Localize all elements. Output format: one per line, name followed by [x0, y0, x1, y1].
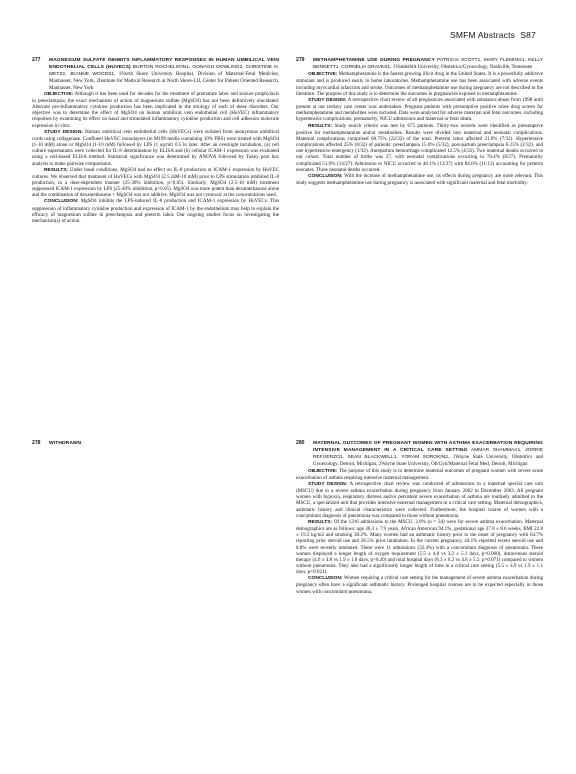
abstract-authors: AMMAR SHAMMAA1, JORRIE REFUERZO1, SEAN BLACKWELL1, YORAM SOROKIN2,: [313, 448, 543, 461]
abstract-279: [296, 57, 543, 186]
design-text: A retrospective chart review of all pregnancies associated with substance abuse from 1998 until present at our tertiary care center was undertaken. Pregnant patients with presumptive positive urine drug screen for methamphetamine and metabolites were included. Data were analyzed for adverse maternal and fetal outcomes, including hypertensive complications, prematurity, NICU admissions and maternal or fetal death.: [296, 96, 543, 123]
abstract-number: 279: [296, 57, 305, 63]
abstract-affiliation: 1Vanderbilt University, Obstetrics/Gynecology, Nashville, Tennessee: [392, 64, 533, 71]
abstract-affiliation: 1North Shore University Hospital, Division of Maternal-Fetal Medicine, Manhasset, New York, 2Institute for Medical Research at North Shore-LIJ, Center for Patient Oriented Research, Manhasset, New York: [49, 71, 280, 91]
conclusion-section: [296, 575, 543, 594]
results-text: Study search criteria was met by 675 patients. Thirty-two records were identified as presumptive positive for methamphetamine and/or metabolites. Results were divided into maternal and neonatal complications. Maternal complications comprised 68.75% (22/32) of the total. Preterm labor affected 21.9% (7/32). Hypertensive complications affected 25% (8/32) of patients: preeclampsia 15.6% (5/32), post-partum preeclampsia 6.25% (2/32), and one hypertensive emergency (1/32). Antepartum hemorrhage complicated 12.5% (4/32). Two maternal deaths occurred in our cohort. Total number of births was 27, with neonatal complications occurring in 70.4% (8/27). Prematurity complicated 51.9% (14/27). Admission to NICU occurred in 48.1% (13/37) with 84.6% (11/13) accounting for preterm neonates. Three neonatal deaths occurred.: [296, 122, 544, 173]
design-label: STUDY DESIGN:: [44, 129, 84, 135]
abstract-title: MAGNESIUM SULFATE INHIBITS INFLAMMATORY RESPONSES IN HUMAN UMBILICAL VEIN ENDOTHELIAL CELLS (HUVECS): [49, 58, 279, 71]
design-label: STUDY DESIGN:: [308, 97, 347, 103]
journal-name: SMFM Abstracts: [449, 30, 516, 40]
abstract-authors: BURTON ROCHELSON1, OONAGH DOWLING2, CHRISTINE N. METZ2, JEANNE WOODS1,: [49, 65, 280, 78]
running-header: [450, 30, 536, 40]
objective-section: [296, 71, 543, 97]
objective-section: [32, 91, 279, 129]
results-section: [296, 519, 543, 575]
objective-text: The purpose of this study is to determine maternal outcomes of pregnant women with severe acute exacerbation of asthma requiring intensive maternal management.: [296, 467, 544, 481]
abstract-277: [32, 57, 279, 224]
design-text: A retrospective chart review was conducted of admissions to a maternal special care unit (MSCU) due to a severe asthma exacerbation during pregnancy from January 2002 to December 2003. All pregnant women with hypoxia, respiratory distress and/or persistent severe exacerbation of asthma are routinely admitted to the MSCU, a specialized unit that provides intensive maternal management in a critical care setting. Maternal demographics, asthmatic history and clinical characteristics were collected. Furthermore, the hospital course of women with a concomitant diagnosis of pneumonia was compared to those without pneumonia.: [296, 480, 543, 519]
design-section: [296, 97, 543, 123]
results-section: [296, 123, 543, 173]
conclusion-label: CONCLUSION:: [308, 173, 343, 179]
abstract-title: MATERNAL OUTCOMES OF PREGNANT WOMEN WITH ASTHMA EXACERBATION REQUIRING INTENSIVE MANAGEMENT IN A CRITICAL CARE SETTING: [313, 441, 543, 454]
objective-text: Methamphetamine is the fastest growing illicit drug in the United States. It is a powerfully addictive stimulant and is produced easily in home laboratories. Methamphetamine use has been associated with adverse events including myocardial infarction and stroke. Outcomes of methamphetamine use during pregnancy are not described in the literature. The purpose of this study is to determine the outcomes in pregnancies exposed to metamphetamine.: [296, 71, 544, 97]
objective-label: OBJECTIVE:: [308, 72, 338, 78]
abstract-authors: PATRICIA SCOTT1, MARY FLEMING1, KELLY BENNETT1, CORNELIA GRAVES1,: [313, 58, 544, 71]
objective-label: OBJECTIVE:: [44, 91, 74, 97]
abstract-number: 277: [32, 57, 41, 63]
objective-section: [296, 468, 543, 481]
abstract-title: WITHDRAWN: [49, 441, 82, 446]
objective-text: Although it has been used for decades for the treatment of premature labor and seizure prophylaxis in preeclampsia, the exact mechanism of action of magnesium sulfate (MgSO4) has not been definitively elucidated. Aberrant pro-inflammatory cytokine production has been implicated in the etiology of each of these disorders. Our objective was to determine the effect of MgSO4 on human umbilical vein endothelial cell (HuVEC) inflammatory responses by examining its effect on basal and stimulated inflammatory cytokine production and cell adhesion molecule expression in vitro.: [32, 90, 280, 129]
results-text: Under basal conditions, MgSO4 had no effect on IL-8 production or ICAM-1 expression by HuVEC cultures. We observed that treatment of HuVECs with MgSO4 (2.5 mM-10 mM) prior to LPS stimulation inhibited IL-8 production, in a dose-dependent manner (25-30% inhibition, p<0.05). Similarly, MgSO4 (2.5-10 mM) treatment suppressed ICAM-1 expression by LPS (25-40% inhibition, p<0.05). MgSO4 was more potent than dexamethasone alone and the combination of dexamethasone + MgSO4 was not additive. MgSO4 was not cytotoxic at the concentrations used.: [32, 166, 280, 199]
abstract-title: METHAMPHETAMINE USE DURING PREGNANCY: [313, 58, 435, 63]
abstract-280: [296, 440, 543, 595]
conclusion-label: CONCLUSION:: [308, 576, 343, 582]
objective-label: OBJECTIVE:: [308, 468, 338, 474]
design-section: [296, 481, 543, 519]
conclusion-text: MgSO4 inhibits the LPS-induced IL-8 production and ICAM-1 expression by HuVECs. This suppression of inflammatory cytokine production and expression of ICAM-1 by the endothelium may help to explain the efficacy of magnesium sulfate in preeclampsia and preterm labor. Our ongoing studies focus on investigating the mechanism(s) of action.: [32, 198, 280, 224]
design-label: STUDY DESIGN:: [308, 481, 348, 487]
conclusion-text: With the increase of methamphetamine use, its effects during pregnancy are more relevant. This study suggests methamphetamine use during pregnancy is associated with significant maternal and fetal morbidity.: [296, 172, 543, 186]
results-label: RESULTS:: [308, 519, 333, 525]
conclusion-section: [296, 173, 543, 186]
abstract-278: [32, 440, 279, 447]
abstract-number: 278: [32, 440, 41, 446]
design-section: [32, 129, 279, 167]
design-text: Human umbilical vein endothelial cells (HuVECs) were isolated from anonymous umbilical cords using collagenase. Confluent HuVEC monolayers (in M199 media containing 10% FBS) were treated with MgSO4 (1-10 mM) alone or MgSO4 (1-10 mM) followed by LPS (1 ug/ml) 0.5 hr later. After an overnight incubation, (a) cell culture supernatants were collected for IL-8 determination by ELISA and (b) cellular ICAM-1 expression was evaluated using a cell-based ELISA method. Statistical significance was determined by ANOVA followed by Tukey post hoc analysis to make pairwise comparisons.: [32, 128, 279, 167]
abstract-affiliation: 1Wayne State University, Obstetrics and Gynecology, Detroit, Michigan, 2Wayne State University, Ob/Gyn/Maternal Fetal Med, Detroit, Michigan: [313, 454, 543, 468]
page-number: S87: [520, 30, 536, 40]
results-label: RESULTS:: [308, 123, 333, 129]
abstract-number: 280: [296, 440, 305, 446]
results-text: Of the 1216 admissions to the MSCU, 2.8% (n = 34) were for severe asthma exacerbation. Maternal demographics are as follows: age 30.3 ± 7.9 years, African American 94.1%, gestational age 27.8 ± 8.6 weeks, BMI 22.8 ± 19.3 kg/m2 and smoking 38.2%. Many women had an asthmatic history prior to the onset of pregnancy with 64.7% reporting prior steroid use and 26.5% prior intubation. In the current pregnancy, 44.1% reported recent steroid use and 8.8% were recently intubated. There were 11 admissions (32.4%) with a concomitant diagnosis of pneumonia. These women displayed a longer length of oxygen requirement (5.5 ± 4.8 vs 3.2 ± 5.1 days, p=0.060), intravenous steroid therapy (4.6 ± 4.8 vs 1.9 ± 1.8 days, p=0.20) and total hospital days (8.3 ± 6.2 vs 4.8 ± 5.2, p=0.071) compared to women without pneumonia. They also had a significantly longer length of time in a critical care setting (5.5 ± 4.9 vs 1.9 ± 1.1 days, p=0.021).: [296, 518, 543, 576]
results-label: RESULTS:: [44, 167, 69, 173]
results-section: [32, 167, 279, 199]
conclusion-section: [32, 198, 279, 224]
conclusion-label: CONCLUSION:: [44, 199, 79, 205]
conclusion-text: Women requiring a critical care setting for the management of severe asthma exacerbation during pregnancy often have a significant asthmatic history. Prolonged hospital courses are to be expected especially in those women with concomitant pneumonia.: [296, 575, 543, 595]
